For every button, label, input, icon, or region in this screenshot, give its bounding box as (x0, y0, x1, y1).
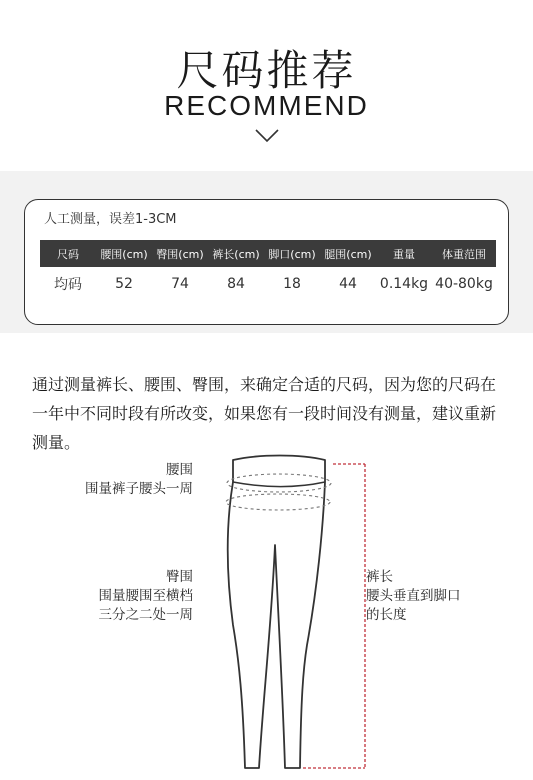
chevron-down-icon (254, 128, 280, 144)
cell-thigh: 44 (339, 276, 357, 292)
header-hem: 脚口(cm) (264, 240, 320, 267)
table-row (40, 267, 496, 301)
page-title: 尺码推荐 (176, 46, 357, 95)
cell-waist: 52 (115, 276, 133, 292)
cell-weight: 0.14kg (379, 276, 429, 292)
cell-weight-range: 40-80kg (435, 276, 493, 292)
hip-desc-line2: 三分之二处一周 (98, 607, 193, 623)
size-table (40, 240, 496, 301)
measurement-note: 人工测量，误差1-3CM (44, 212, 177, 227)
header-size: 尺码 (40, 240, 96, 267)
waist-desc: 围量裤子腰头一周 (85, 481, 193, 497)
length-desc-line2: 的长度 (366, 607, 407, 623)
length-label (366, 568, 461, 625)
waist-title: 腰围 (166, 462, 193, 478)
cell-length: 84 (227, 276, 245, 292)
length-title: 裤长 (366, 569, 393, 585)
leggings-icon (205, 450, 375, 780)
page-subtitle: RECOMMEND (164, 90, 369, 121)
hip-title: 臀围 (166, 569, 193, 585)
size-table-header (40, 240, 496, 267)
waist-label (60, 461, 193, 499)
length-desc-line1: 腰头垂直到脚口 (366, 588, 461, 604)
cell-hip: 74 (171, 276, 189, 292)
header-hip: 臀围(cm) (152, 240, 208, 267)
cell-hem: 18 (283, 276, 301, 292)
measurement-instructions: 通过测量裤长、腰围、臀围，来确定合适的尺码，因为您的尺码在一年中不同时段有所改变，如果您有一段时间没有测量，建议重新测量。 (32, 375, 497, 452)
header-length: 裤长(cm) (208, 240, 264, 267)
header-waist: 腰围(cm) (96, 240, 152, 267)
header-weight-range: 体重范围 (432, 240, 496, 267)
header-thigh: 腿围(cm) (320, 240, 376, 267)
hip-label (60, 568, 193, 625)
cell-size: 均码 (54, 277, 82, 293)
header-weight: 重量 (376, 240, 432, 267)
hip-desc-line1: 围量腰围至横档 (98, 588, 193, 604)
